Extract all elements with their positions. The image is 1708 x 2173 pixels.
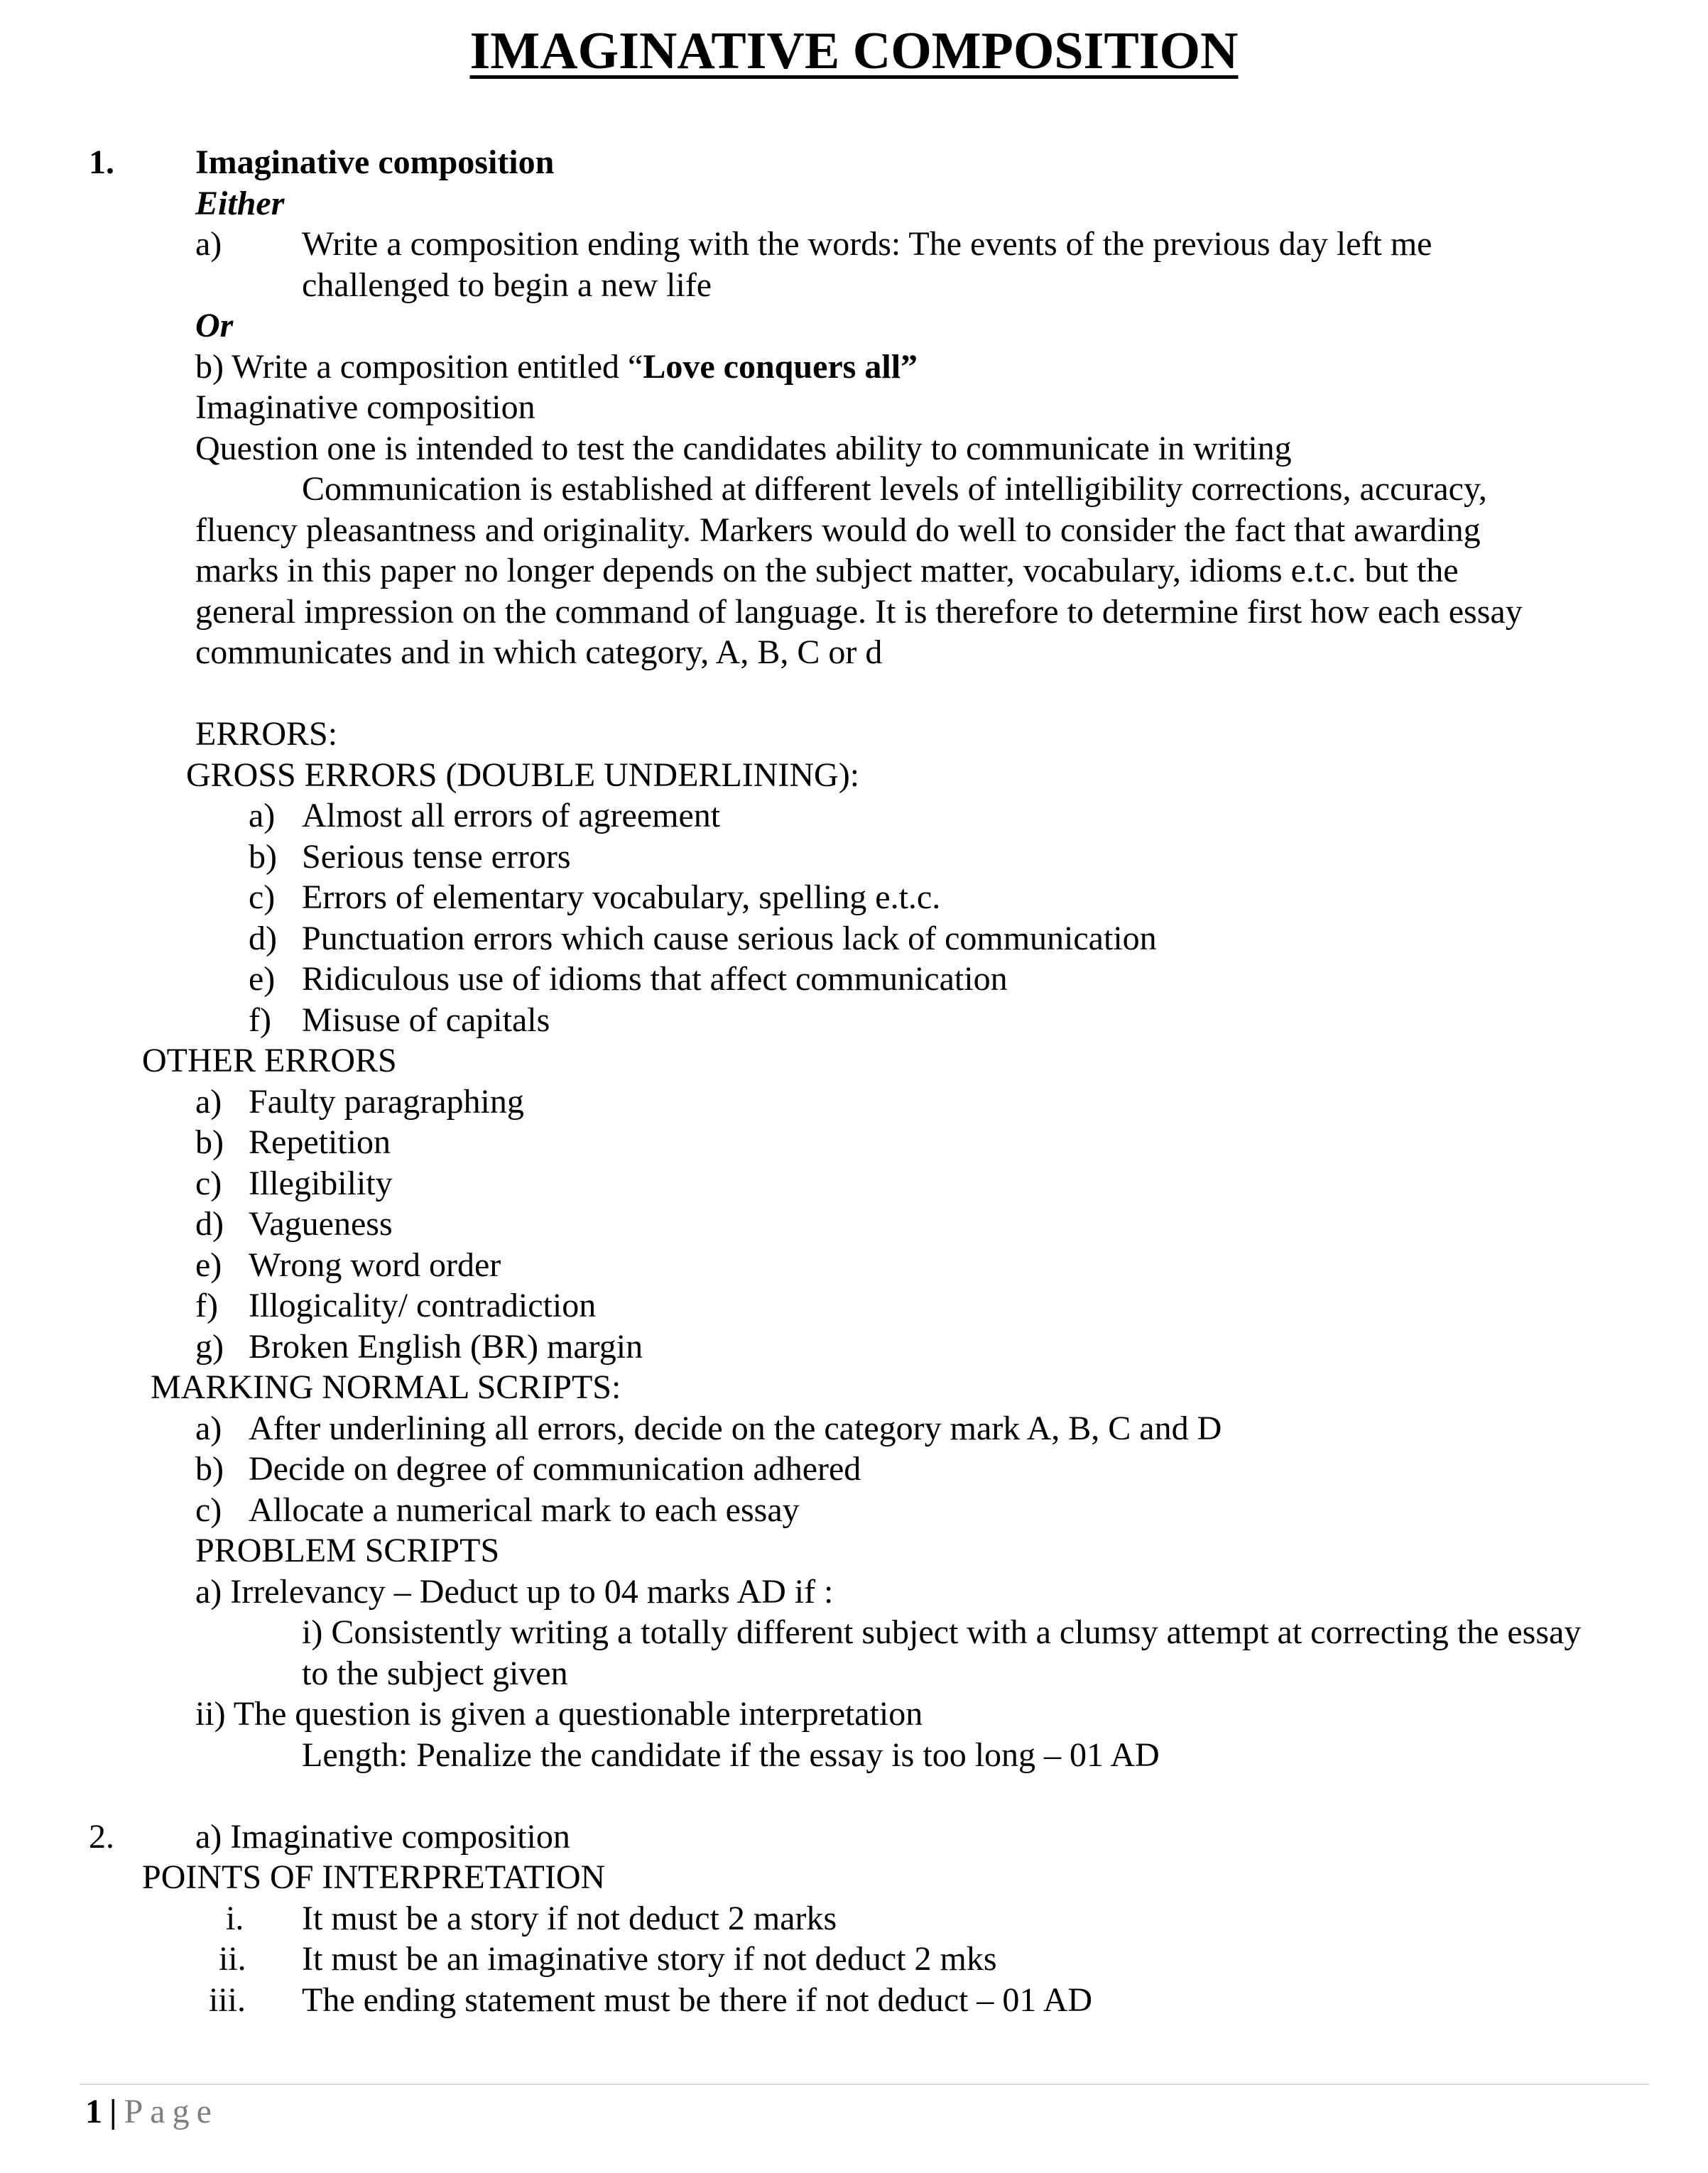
option-a-line: Write a composition ending with the words: The events of the previous day left me xyxy=(302,225,1432,263)
list-item: After underlining all errors, decide on the category mark A, B, C and D xyxy=(249,1410,1222,1447)
list-item: Repetition xyxy=(249,1123,391,1161)
footer-divider xyxy=(80,2084,1649,2085)
list-marker: a) xyxy=(249,797,276,834)
list-item: Faulty paragraphing xyxy=(249,1083,524,1121)
list-item: The ending statement must be there if not deduct – 01 AD xyxy=(302,1981,1093,2019)
list-item: Ridiculous use of idioms that affect communication xyxy=(302,960,1008,998)
list-marker: a) xyxy=(195,1410,222,1447)
list-item: Illogicality/ contradiction xyxy=(249,1287,597,1324)
errors-heading: ERRORS: xyxy=(195,715,338,753)
option-a-marker: a) xyxy=(195,225,222,263)
irrelevancy-i-line: to the subject given xyxy=(302,1655,568,1692)
marking-heading: MARKING NORMAL SCRIPTS: xyxy=(151,1368,621,1406)
section-2-number: 2. xyxy=(89,1818,114,1856)
section-1-heading: Imaginative composition xyxy=(195,143,555,181)
list-marker: b) xyxy=(195,1450,224,1488)
option-b-prefix: b) Write a composition entitled “ xyxy=(195,348,643,386)
list-marker: b) xyxy=(249,838,277,876)
list-item: Serious tense errors xyxy=(302,838,571,876)
page-title: IMAGINATIVE COMPOSITION xyxy=(469,22,1239,80)
option-b-title: Love conquers all” xyxy=(643,348,918,386)
footer-separator: | xyxy=(109,2093,117,2130)
either-label: Either xyxy=(195,185,285,222)
paragraph-line: communicates and in which category, A, B, C or d xyxy=(195,633,883,671)
list-marker: d) xyxy=(195,1205,224,1243)
intro-text: Question one is intended to test the candidates ability to communicate in writing xyxy=(195,430,1292,467)
list-marker: f) xyxy=(249,1001,271,1039)
list-marker: i. xyxy=(226,1900,244,1937)
paragraph-line: marks in this paper no longer depends on the subject matter, vocabulary, idioms e.t.c. but the xyxy=(195,552,1459,589)
list-marker: e) xyxy=(195,1246,222,1284)
irrelevancy-ii: ii) The question is given a questionable interpretation xyxy=(195,1695,923,1733)
list-marker: e) xyxy=(249,960,276,998)
irrelevancy-i-line: i) Consistently writing a totally different subject with a clumsy attempt at correcting the essay xyxy=(302,1613,1582,1651)
section-1-number: 1. xyxy=(89,143,114,181)
list-item: Punctuation errors which cause serious lack of communication xyxy=(302,920,1157,957)
points-heading: POINTS OF INTERPRETATION xyxy=(142,1858,606,1896)
problem-scripts-heading: PROBLEM SCRIPTS xyxy=(195,1532,500,1569)
list-item: Almost all errors of agreement xyxy=(302,797,721,834)
list-item: Wrong word order xyxy=(249,1246,501,1284)
gross-errors-heading: GROSS ERRORS (DOUBLE UNDERLINING): xyxy=(186,756,860,794)
list-marker: c) xyxy=(195,1165,222,1202)
list-item: Errors of elementary vocabulary, spelling e.t.c. xyxy=(302,878,941,916)
list-item: Illegibility xyxy=(249,1165,393,1202)
list-item: Allocate a numerical mark to each essay xyxy=(249,1491,800,1529)
list-marker: g) xyxy=(195,1328,224,1366)
or-label: Or xyxy=(195,307,234,344)
length-text: Length: Penalize the candidate if the essay is too long – 01 AD xyxy=(302,1736,1160,1774)
list-marker: a) xyxy=(195,1083,222,1121)
list-marker: c) xyxy=(249,878,276,916)
list-item: It must be an imaginative story if not deduct 2 mks xyxy=(302,1940,997,1978)
list-item: Decide on degree of communication adhered xyxy=(249,1450,861,1488)
paragraph-line: Communication is established at different levels of intelligibility corrections, accuracy, xyxy=(302,470,1487,508)
list-marker: c) xyxy=(195,1491,222,1529)
list-marker: b) xyxy=(195,1123,224,1161)
list-marker: d) xyxy=(249,920,277,957)
list-item: It must be a story if not deduct 2 marks xyxy=(302,1900,837,1937)
page-footer xyxy=(85,2091,219,2133)
list-marker: ii. xyxy=(219,1940,246,1978)
page-number: 1 xyxy=(85,2093,102,2130)
paragraph-line: general impression on the command of language. It is therefore to determine first how each essay xyxy=(195,593,1523,631)
irrelevancy-text: a) Irrelevancy – Deduct up to 04 marks AD if : xyxy=(195,1573,834,1611)
list-marker: iii. xyxy=(209,1981,246,2019)
list-item: Broken English (BR) margin xyxy=(249,1328,643,1366)
list-item: Misuse of capitals xyxy=(302,1001,550,1039)
section-2-heading: a) Imaginative composition xyxy=(195,1818,570,1856)
list-item: Vagueness xyxy=(249,1205,393,1243)
list-marker: f) xyxy=(195,1287,218,1324)
option-a-line: challenged to begin a new life xyxy=(302,266,712,304)
page-word: Page xyxy=(124,2093,219,2130)
subheading: Imaginative composition xyxy=(195,388,535,426)
other-errors-heading: OTHER ERRORS xyxy=(142,1042,397,1079)
paragraph-line: fluency pleasantness and originality. Markers would do well to consider the fact that awarding xyxy=(195,511,1481,549)
option-b xyxy=(195,347,918,388)
